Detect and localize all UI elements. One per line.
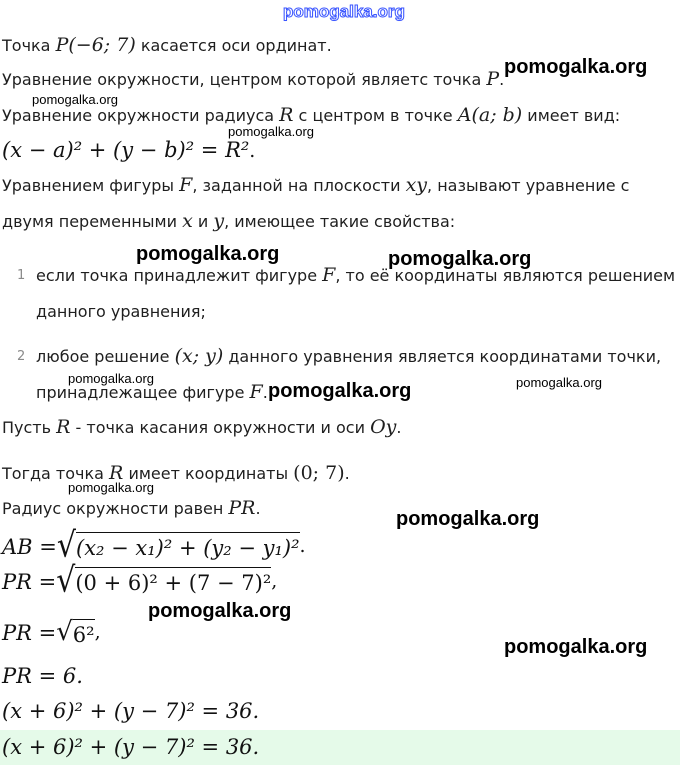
text-segment: Уравнение окружности, центром которой являетс точка <box>2 70 487 89</box>
list-item-1-line-1 <box>36 264 675 286</box>
pr-value: PR = 6. <box>2 664 83 688</box>
watermark: pomogalka.org <box>504 56 648 78</box>
result-equation: (x + 6)² + (y − 7)² = 36. <box>2 699 260 723</box>
text-line-11 <box>2 497 261 519</box>
equation-text: (x − a)² + (y − b)² = R² <box>2 138 250 162</box>
text-segment: с центром в точке <box>293 106 458 125</box>
math-var: x <box>182 210 193 232</box>
math-var: F <box>179 174 193 196</box>
equation-tail: , <box>94 621 101 643</box>
math-var: F <box>249 381 263 403</box>
text-segment: , имеющее такие свойства: <box>224 212 456 231</box>
text-segment: . <box>255 499 261 518</box>
text-segment: данного уравнения является координатами точки, <box>223 347 662 366</box>
equation-left: PR = <box>2 570 57 594</box>
math-point-p: P(−6; 7) <box>55 34 136 56</box>
circle-equation <box>2 138 255 162</box>
list-item-1-line-2: данного уравнения; <box>36 302 206 321</box>
watermark: pomogalka.org <box>504 636 648 658</box>
text-segment: двумя переменными <box>2 212 183 231</box>
pr-formula <box>2 560 278 601</box>
text-segment: , заданной на плоскости <box>192 176 406 195</box>
sqrt-icon: √ <box>56 560 76 601</box>
text-line-9 <box>2 416 401 438</box>
text-segment: касается оси ординат. <box>135 36 332 55</box>
text-line-6 <box>2 210 455 232</box>
text-segment: . <box>344 464 350 483</box>
text-segment: - точка касания окружности и оси <box>70 418 371 437</box>
radicand: (x₂ − x₁)² + (y₂ − y₁)² <box>76 532 300 560</box>
pr-formula-2 <box>2 617 101 651</box>
equation-left: AB = <box>2 535 57 559</box>
text-line-5 <box>2 174 629 196</box>
list-number: 1 <box>17 268 26 283</box>
math-var: R <box>279 104 294 126</box>
watermark: pomogalka.org <box>32 92 118 107</box>
math-coordinates: (0; 7) <box>293 462 345 484</box>
watermark: pomogalka.org <box>396 508 540 530</box>
math-var: Oy <box>370 416 397 438</box>
math-var: xy <box>405 174 428 196</box>
radicand: 6² <box>73 619 95 647</box>
watermark: pomogalka.org <box>516 375 602 390</box>
math-var: y <box>213 210 225 232</box>
answer-equation: (x + 6)² + (y − 7)² = 36. <box>2 735 260 759</box>
text-segment: Уравнением фигуры <box>2 176 180 195</box>
math-var: R <box>109 462 124 484</box>
text-segment: любое решение <box>36 347 175 366</box>
text-segment: Уравнение окружности радиуса <box>2 106 280 125</box>
watermark: pomogalka.org <box>136 243 280 265</box>
equation-tail: . <box>299 535 306 557</box>
sqrt-icon: √ <box>56 617 73 647</box>
math-var: R <box>56 416 71 438</box>
math-var: F <box>322 264 336 286</box>
math-point-a: A(a; b) <box>457 104 523 126</box>
text-segment: Пусть <box>2 418 57 437</box>
text-line-10 <box>2 462 350 484</box>
distance-formula <box>2 525 306 566</box>
list-number: 2 <box>17 349 26 364</box>
list-item-2-line-1 <box>36 345 661 367</box>
text-segment: Тогда точка <box>2 464 110 483</box>
text-segment: , называют уравнение с <box>427 176 630 195</box>
text-segment: и <box>192 212 214 231</box>
text-segment: . <box>262 383 268 402</box>
watermark: pomogalka.org <box>388 248 532 270</box>
text-segment: принадлежащее фигуре <box>36 383 250 402</box>
watermark: pomogalka.org <box>148 600 292 622</box>
text-line-1 <box>2 34 332 56</box>
text-segment: если точка принадлежит фигуре <box>36 266 323 285</box>
watermark: pomogalka.org <box>68 371 154 386</box>
math-var: PR <box>228 497 256 519</box>
text-line-2 <box>2 68 504 90</box>
sqrt-icon: √ <box>56 525 76 566</box>
math-pair: (x; y) <box>174 345 224 367</box>
text-segment: Радиус окружности равен <box>2 499 229 518</box>
answer-box <box>0 730 680 765</box>
text-segment: . <box>396 418 402 437</box>
equation-tail: , <box>271 570 278 592</box>
text-segment: Точка <box>2 36 56 55</box>
watermark-top: pomogalka.org <box>283 2 405 21</box>
text-segment: , то её координаты являются решением <box>335 266 676 285</box>
equation-left: PR = <box>2 621 57 645</box>
watermark: pomogalka.org <box>68 480 154 495</box>
watermark: pomogalka.org <box>268 380 412 402</box>
radicand: (0 + 6)² + (7 − 7)² <box>75 567 271 595</box>
text-segment: имеет вид: <box>522 106 621 125</box>
watermark: pomogalka.org <box>228 124 314 139</box>
text-line-3 <box>2 104 620 126</box>
text-segment: имеет координаты <box>123 464 294 483</box>
text-segment: . <box>499 70 505 89</box>
math-var: P <box>486 68 500 90</box>
equation-tail: . <box>249 140 256 162</box>
